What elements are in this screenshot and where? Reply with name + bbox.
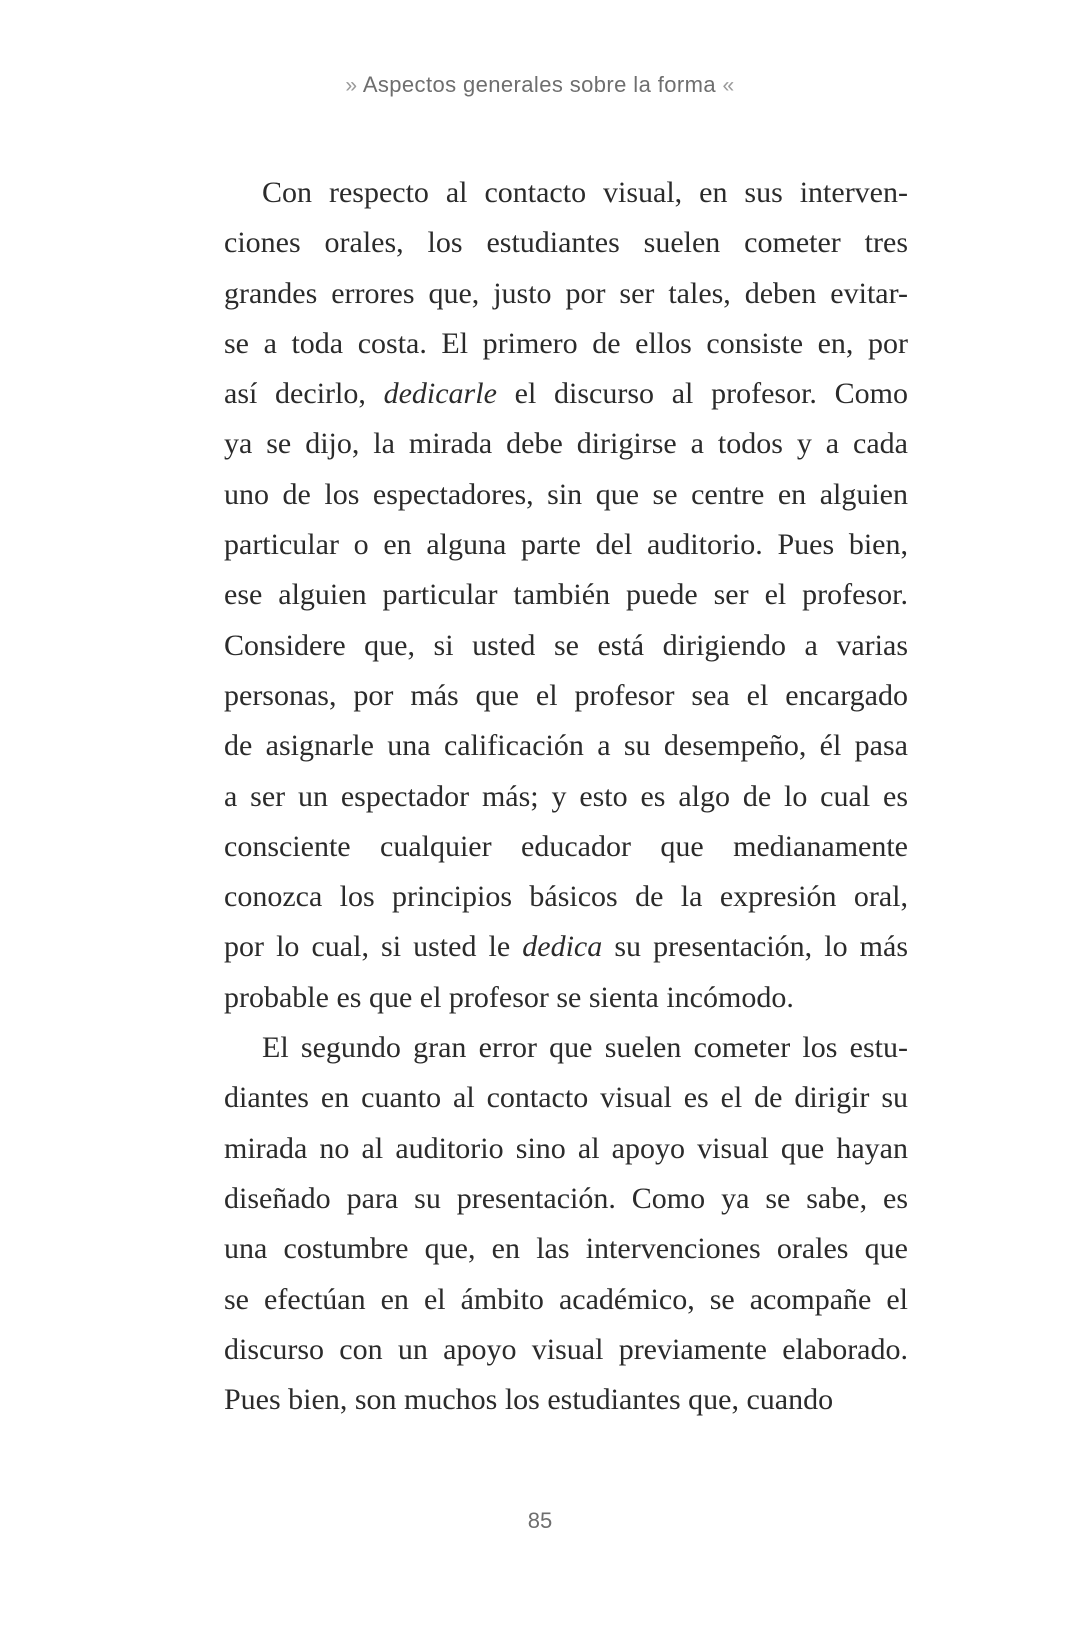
text-segment: grandes errores que, justo por ser tales, deben evitar-	[224, 276, 908, 310]
text-segment: ese alguien particular también puede ser el profesor.	[224, 578, 908, 612]
paragraph-line	[224, 218, 908, 268]
paragraph-line	[224, 1224, 908, 1274]
italic-text: dedica	[522, 930, 603, 964]
text-segment: consciente cualquier educador que medianamente	[224, 829, 908, 863]
paragraph-line	[224, 822, 908, 872]
text-segment: probable es que el profesor se sienta incómodo.	[224, 980, 794, 1014]
paragraph-line	[224, 973, 908, 1023]
paragraph-line	[224, 772, 908, 822]
text-segment: su presentación, lo más	[602, 930, 908, 964]
paragraph-line	[224, 1174, 908, 1224]
paragraph-line	[224, 1325, 908, 1375]
text-segment: así decirlo,	[224, 377, 384, 411]
paragraph-line	[224, 1275, 908, 1325]
text-segment: diantes en cuanto al contacto visual es el de dirigir su	[224, 1081, 908, 1115]
text-segment: Considere que, si usted se está dirigiendo a varias	[224, 628, 908, 662]
header-left-guillemet: »	[345, 74, 358, 97]
paragraph-line	[224, 621, 908, 671]
paragraph-line	[224, 721, 908, 771]
italic-text: dedicarle	[383, 377, 497, 411]
text-segment: particular o en alguna parte del auditorio. Pues bien,	[224, 528, 908, 562]
paragraph-line	[224, 1023, 908, 1073]
header-right-guillemet: «	[722, 74, 735, 97]
text-segment: se a toda costa. El primero de ellos consiste en, por	[224, 326, 908, 360]
text-segment: Pues bien, son muchos los estudiantes que, cuando	[224, 1383, 834, 1417]
text-segment: conozca los principios básicos de la expresión oral,	[224, 880, 908, 914]
text-segment: por lo cual, si usted le	[224, 930, 523, 964]
text-segment: uno de los espectadores, sin que se centre en alguien	[224, 477, 908, 511]
text-segment: a ser un espectador más; y esto es algo de lo cual es	[224, 779, 908, 813]
text-segment: personas, por más que el profesor sea el encargado	[224, 678, 908, 712]
text-segment: el discurso al profesor. Como	[496, 377, 908, 411]
text-segment: diseñado para su presentación. Como ya se sabe, es	[224, 1181, 908, 1215]
paragraph-line	[224, 671, 908, 721]
paragraph-line	[224, 922, 908, 972]
text-segment: El segundo gran error que suelen cometer los estu-	[262, 1031, 908, 1065]
text-segment: ciones orales, los estudiantes suelen cometer tres	[224, 226, 908, 260]
text-segment: una costumbre que, en las intervenciones orales que	[224, 1232, 908, 1266]
paragraph-line	[224, 520, 908, 570]
body-text	[224, 168, 908, 1425]
paragraph-line	[224, 1073, 908, 1123]
page-number: 85	[527, 1508, 553, 1533]
paragraph-line	[224, 570, 908, 620]
text-segment: Con respecto al contacto visual, en sus interven-	[262, 176, 908, 209]
paragraph-line	[224, 872, 908, 922]
paragraph-line	[224, 369, 908, 419]
paragraph-line	[224, 1124, 908, 1174]
paragraph-line	[224, 319, 908, 369]
running-header	[0, 72, 1080, 98]
header-title: Aspectos generales sobre la forma	[362, 72, 716, 97]
text-segment: discurso con un apoyo visual previamente elaborado.	[224, 1332, 908, 1366]
paragraph-line	[224, 1375, 908, 1425]
paragraph-line	[224, 168, 908, 218]
text-segment: se efectúan en el ámbito académico, se acompañe el	[224, 1282, 908, 1316]
text-segment: de asignarle una calificación a su desempeño, él pasa	[224, 729, 908, 763]
paragraph-line	[224, 269, 908, 319]
text-segment: ya se dijo, la mirada debe dirigirse a todos y a cada	[224, 427, 908, 461]
paragraph-line	[224, 419, 908, 469]
paragraph-line	[224, 470, 908, 520]
text-segment: mirada no al auditorio sino al apoyo visual que hayan	[224, 1131, 908, 1165]
